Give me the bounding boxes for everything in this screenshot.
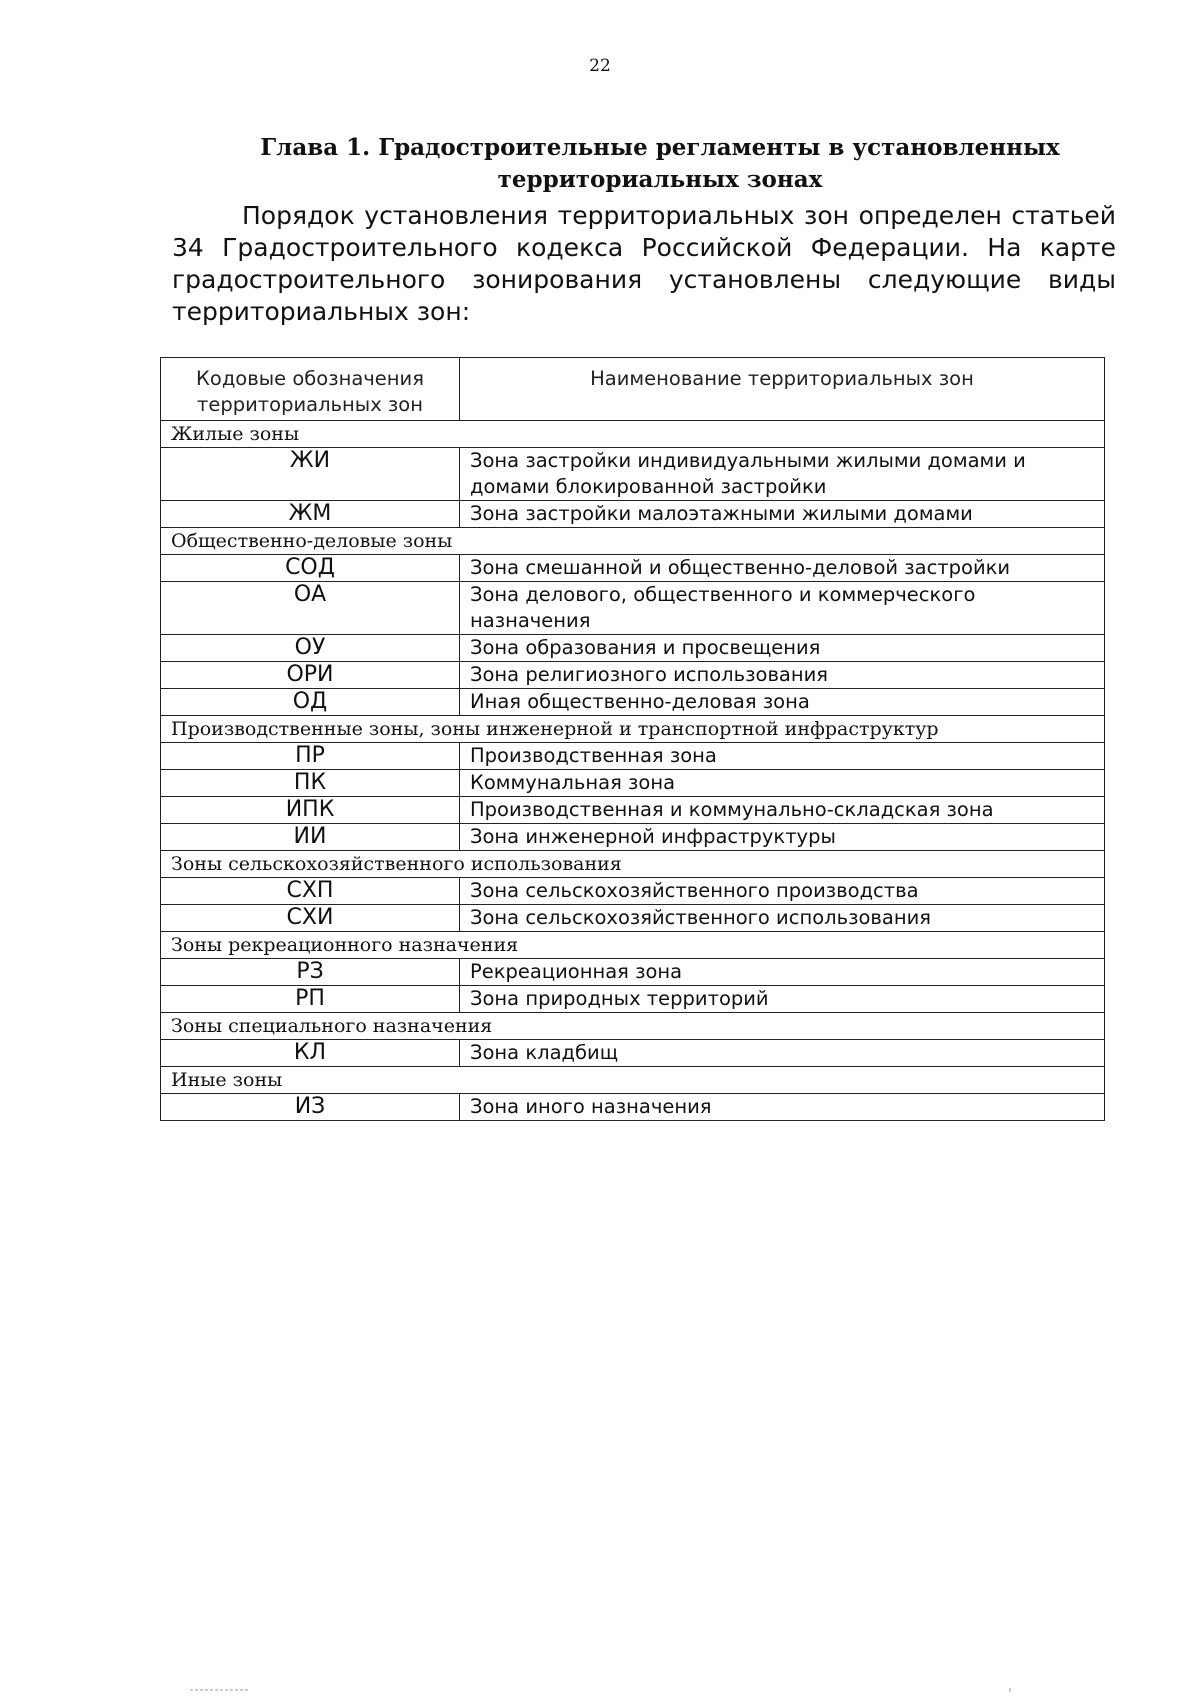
group-title: Зоны рекреационного назначения: [161, 932, 1105, 959]
page-number: 22: [589, 56, 611, 76]
zone-row: [161, 635, 1105, 662]
zone-name: Зона застройки малоэтажными жилыми домами: [460, 501, 1105, 528]
zone-row: [161, 1040, 1105, 1067]
zone-row: [161, 582, 1105, 635]
zone-code: ОД: [161, 689, 460, 716]
zone-row: [161, 501, 1105, 528]
zone-code: ИЗ: [161, 1094, 460, 1121]
zone-name: Зона сельскохозяйственного производства: [460, 878, 1105, 905]
zone-row: [161, 905, 1105, 932]
chapter-title: Глава 1. Градостроительные регламенты в установленных территориальных зонах: [260, 134, 1060, 193]
group-row: [161, 851, 1105, 878]
group-row: [161, 421, 1105, 448]
zone-row: [161, 662, 1105, 689]
intro-paragraph: Порядок установления территориальных зон определен статьей 34 Градостроительного кодекса Российской Федерации. На карте градостроительного зонирования установлены следующие виды территориальных зон:: [172, 201, 1116, 326]
zone-name: Зона религиозного использования: [460, 662, 1105, 689]
group-title: Зоны специального назначения: [161, 1013, 1105, 1040]
group-row: [161, 1067, 1105, 1094]
zone-name: Зона иного назначения: [460, 1094, 1105, 1121]
zone-code: ОУ: [161, 635, 460, 662]
zone-name: Зона кладбищ: [460, 1040, 1105, 1067]
zone-row: [161, 448, 1105, 501]
zone-code: ОРИ: [161, 662, 460, 689]
zone-name: Зона природных территорий: [460, 986, 1105, 1013]
group-row: [161, 1013, 1105, 1040]
zone-code: СХП: [161, 878, 460, 905]
zone-code: ПК: [161, 770, 460, 797]
zone-name: Зона сельскохозяйственного использования: [460, 905, 1105, 932]
zone-row: [161, 689, 1105, 716]
scan-artifacts: [190, 1688, 1090, 1692]
zone-code: КЛ: [161, 1040, 460, 1067]
group-title: Общественно-деловые зоны: [161, 528, 1105, 555]
zone-row: [161, 878, 1105, 905]
zone-code: ИПК: [161, 797, 460, 824]
zone-code: РЗ: [161, 959, 460, 986]
zone-code: ИИ: [161, 824, 460, 851]
header-code: Кодовые обозначения территориальных зон: [161, 358, 460, 421]
zone-name: Зона застройки индивидуальными жилыми домами и домами блокированной застройки: [460, 448, 1105, 501]
zone-code: СХИ: [161, 905, 460, 932]
group-row: [161, 528, 1105, 555]
zone-name: Коммунальная зона: [460, 770, 1105, 797]
zone-row: [161, 555, 1105, 582]
group-row: [161, 716, 1105, 743]
zone-code: ПР: [161, 743, 460, 770]
zone-name: Рекреационная зона: [460, 959, 1105, 986]
group-row: [161, 932, 1105, 959]
zone-code: РП: [161, 986, 460, 1013]
zone-code: ЖМ: [161, 501, 460, 528]
zone-name: Зона образования и просвещения: [460, 635, 1105, 662]
header-name: Наименование территориальных зон: [460, 358, 1105, 421]
header-row: [161, 358, 1105, 421]
zone-name: Производственная зона: [460, 743, 1105, 770]
group-title: Иные зоны: [161, 1067, 1105, 1094]
zone-code: ЖИ: [161, 448, 460, 501]
zones-table: [160, 357, 1105, 1121]
zone-name: Зона делового, общественного и коммерческого назначения: [460, 582, 1105, 635]
group-title: Производственные зоны, зоны инженерной и транспортной инфраструктур: [161, 716, 1105, 743]
zone-row: [161, 986, 1105, 1013]
group-title: Зоны сельскохозяйственного использования: [161, 851, 1105, 878]
zone-code: СОД: [161, 555, 460, 582]
zone-row: [161, 770, 1105, 797]
zone-row: [161, 824, 1105, 851]
zone-code: ОА: [161, 582, 460, 635]
zone-row: [161, 797, 1105, 824]
group-title: Жилые зоны: [161, 421, 1105, 448]
zone-name: Зона инженерной инфраструктуры: [460, 824, 1105, 851]
zone-name: Производственная и коммунально-складская зона: [460, 797, 1105, 824]
zone-row: [161, 743, 1105, 770]
zone-row: [161, 959, 1105, 986]
zones-table-body: [161, 421, 1105, 1121]
zone-name: Зона смешанной и общественно-деловой застройки: [460, 555, 1105, 582]
zone-row: [161, 1094, 1105, 1121]
zones-table-header: [161, 358, 1105, 421]
zone-name: Иная общественно-деловая зона: [460, 689, 1105, 716]
